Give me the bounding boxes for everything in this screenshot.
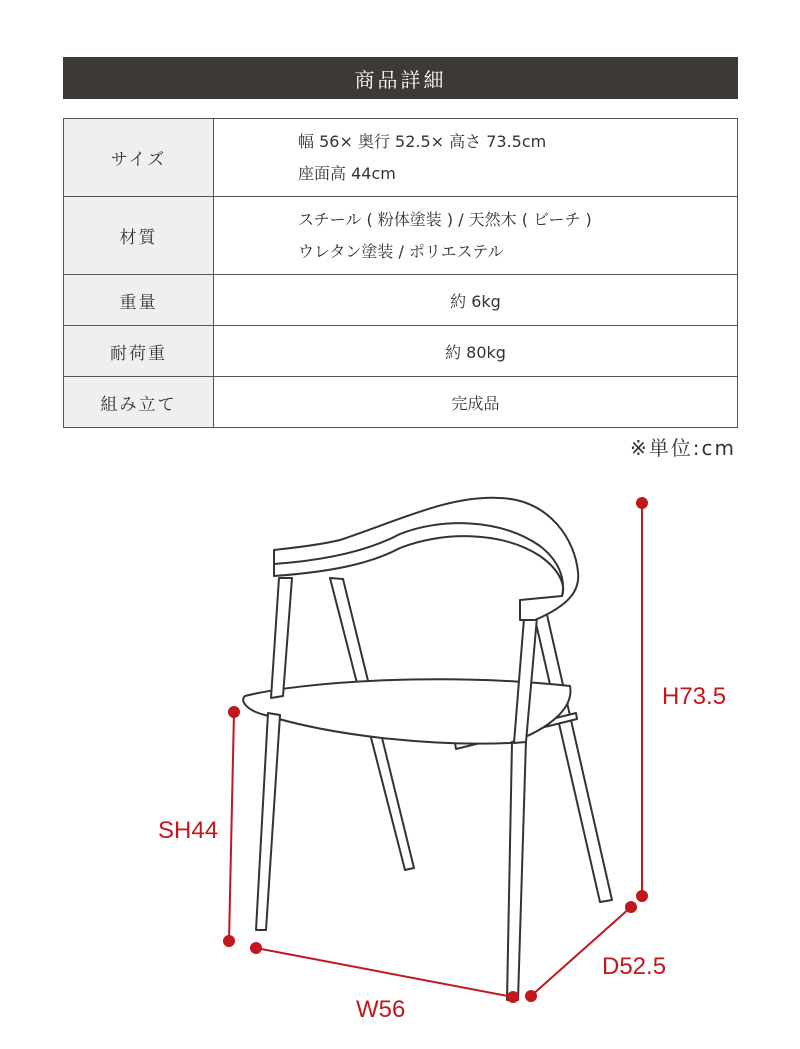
spec-label: サイズ	[64, 119, 214, 197]
spec-value: 完成品	[214, 377, 738, 428]
spec-label: 重量	[64, 275, 214, 326]
dimension-dot	[526, 991, 536, 1001]
spec-label: 組み立て	[64, 377, 214, 428]
spec-row-load-capacity	[64, 326, 738, 377]
chair-illustration	[243, 498, 612, 1000]
spec-value: 約 80kg	[214, 326, 738, 377]
spec-value-line: 幅 56× 奥行 52.5× 高さ 73.5cm	[298, 131, 547, 151]
chair-front-leg-right	[507, 740, 526, 1000]
section-title: 商品詳細	[354, 67, 447, 92]
dimension-label-depth: D52.5	[602, 953, 667, 980]
spec-table	[63, 118, 738, 428]
dimension-dot	[637, 498, 647, 508]
dimension-dot	[229, 707, 239, 717]
chair-front-leg-left	[256, 713, 280, 930]
spec-value: 約 6kg	[214, 275, 738, 326]
section-header	[63, 57, 738, 99]
unit-note: ※単位:cm	[630, 436, 736, 460]
spec-value-line: スチール ( 粉体塗装 ) / 天然木 ( ビーチ )	[298, 209, 592, 229]
spec-row-size	[64, 119, 738, 197]
spec-row-material	[64, 197, 738, 275]
dimension-dot	[251, 943, 261, 953]
spec-row-weight	[64, 275, 738, 326]
chair-dimension-diagram	[0, 460, 800, 1049]
dimension-dot	[508, 992, 518, 1002]
dimension-label-width: W56	[356, 996, 406, 1023]
chair-rear-leg-right	[532, 606, 612, 902]
spec-label: 材質	[64, 197, 214, 275]
spec-value-line: 座面高 44cm	[298, 163, 396, 183]
dimension-label-seat-height: SH44	[158, 817, 219, 844]
dimension-dot	[224, 936, 234, 946]
chair-arm-support-left	[271, 578, 292, 698]
dimension-dot	[626, 902, 636, 912]
dimension-label-height: H73.5	[662, 683, 727, 710]
spec-value	[214, 119, 738, 197]
spec-value-line: ウレタン塗装 / ポリエステル	[298, 241, 504, 261]
spec-value	[214, 197, 738, 275]
spec-label: 耐荷重	[64, 326, 214, 377]
spec-row-assembly	[64, 377, 738, 428]
dimension-dot	[637, 891, 647, 901]
